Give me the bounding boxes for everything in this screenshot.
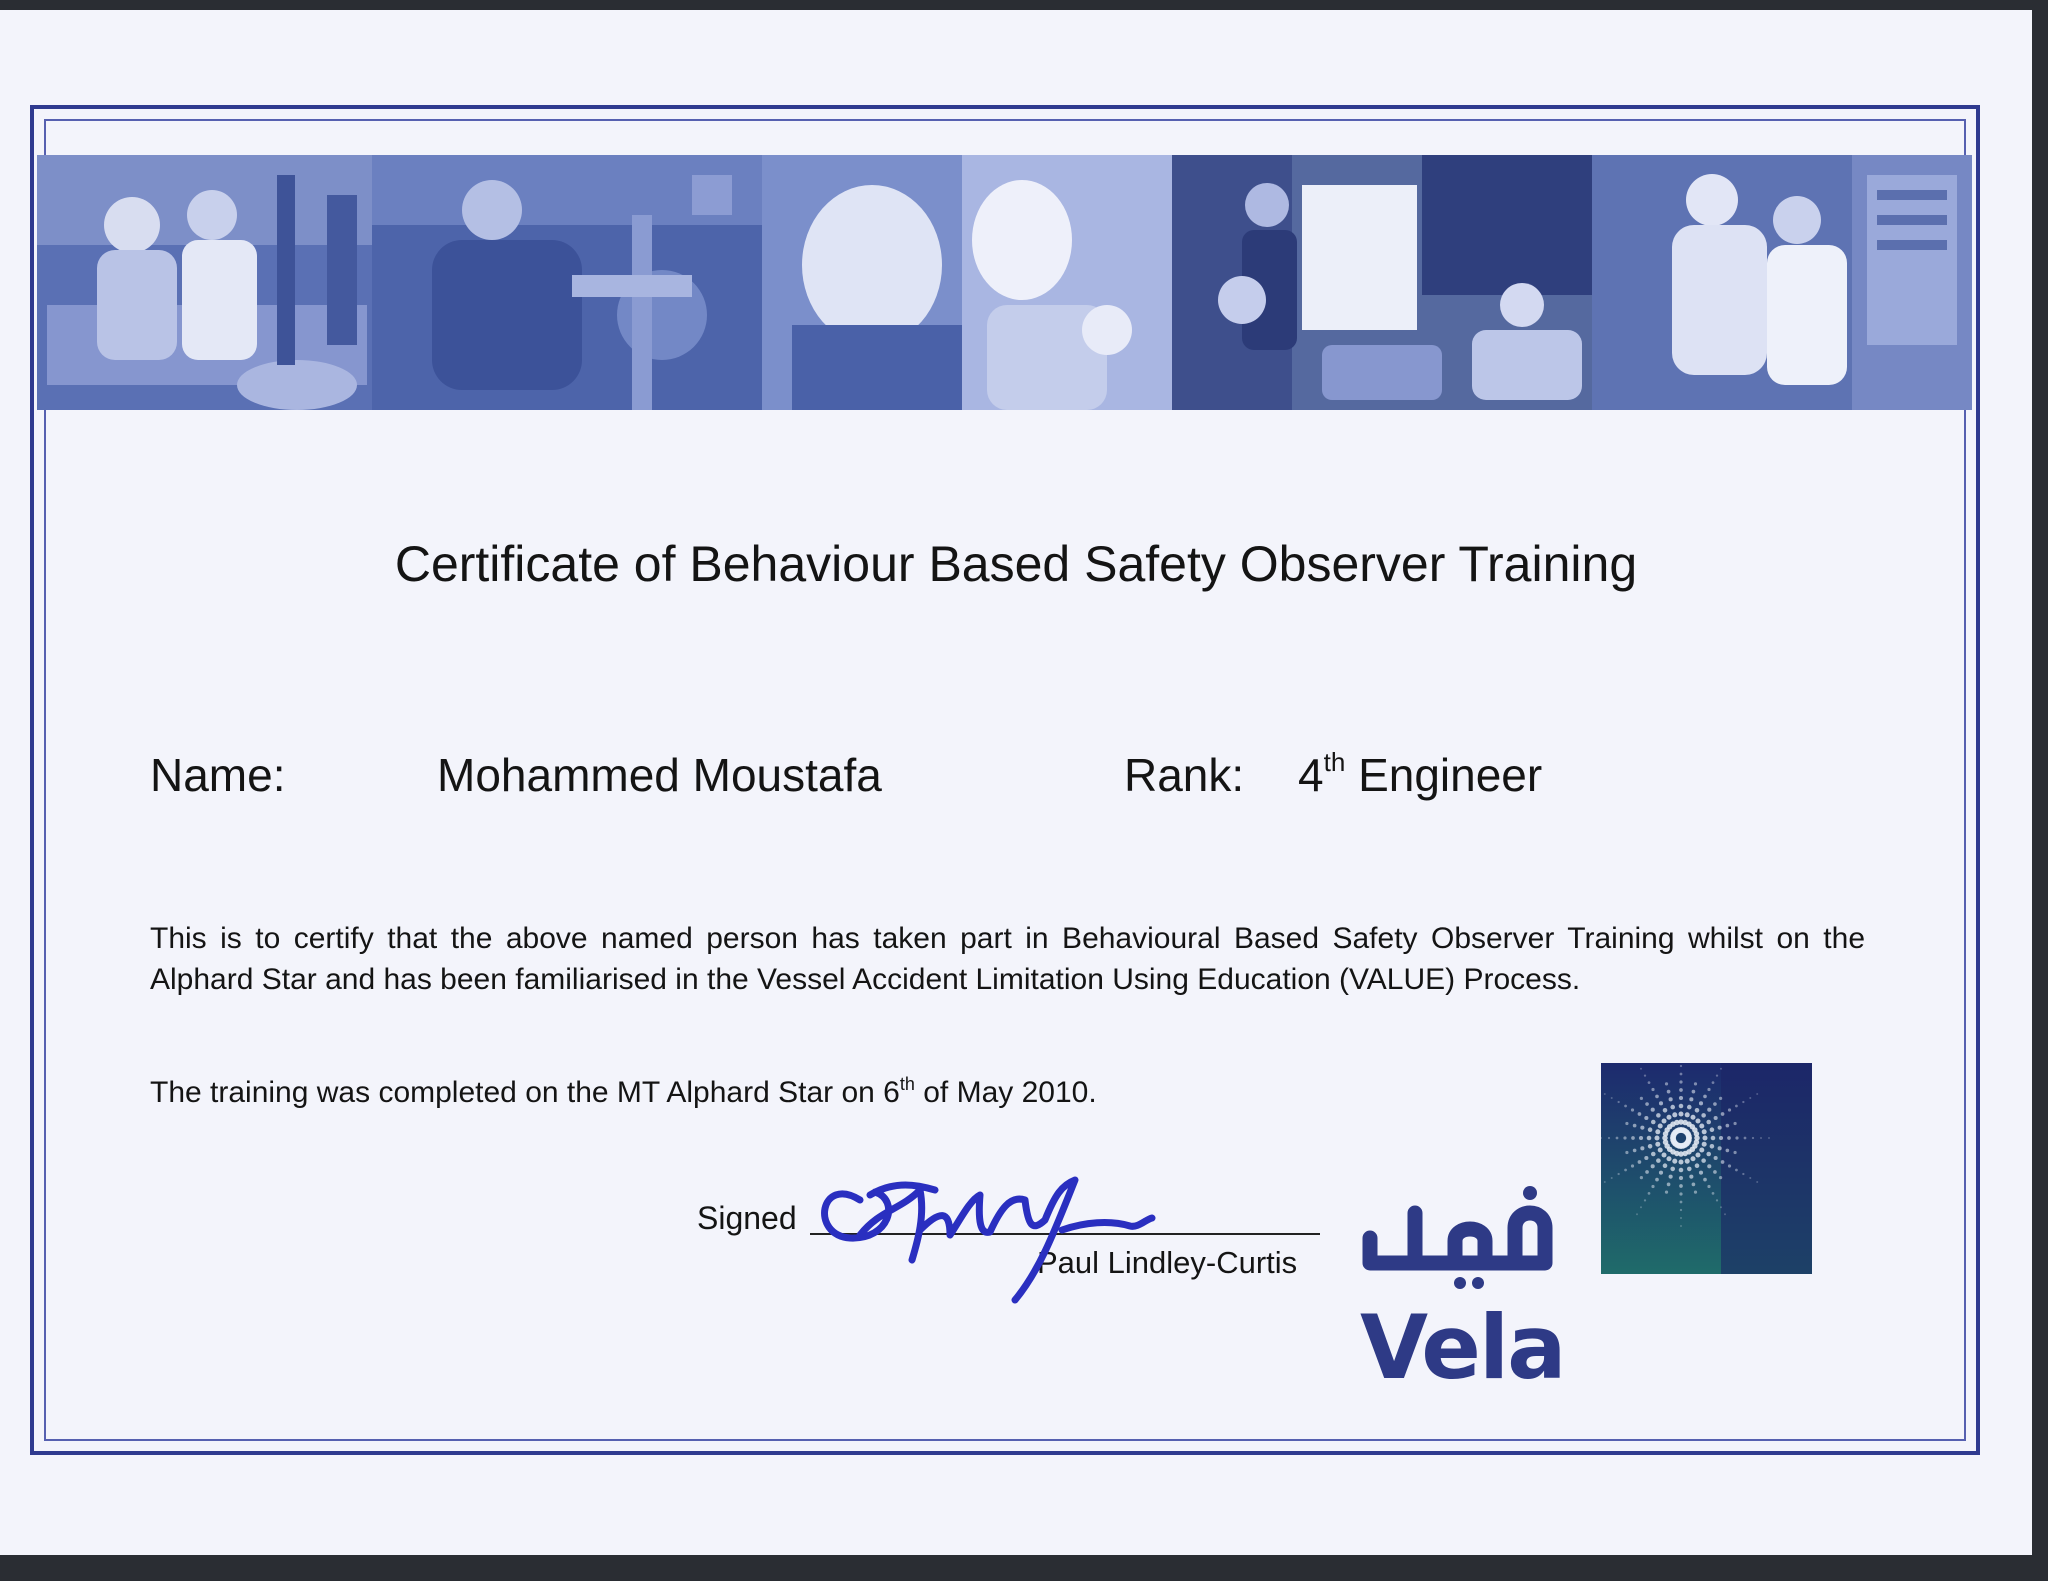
rank-value [1298, 748, 1542, 802]
name-label: Name: [150, 749, 286, 801]
rank-title: Engineer [1358, 749, 1543, 801]
banner-photo-valve [372, 155, 762, 410]
photo-banner [37, 155, 1972, 410]
signatory-name: Paul Lindley-Curtis [1037, 1245, 1298, 1280]
handwritten-signature [800, 1140, 1180, 1310]
completion-prefix: The training was completed on the MT Alphard Star on 6 [150, 1076, 900, 1109]
banner-photo-workshop [37, 155, 372, 410]
recipient-name: Mohammed Moustafa [437, 749, 882, 801]
rank-label: Rank: [1124, 749, 1245, 801]
banner-photo-presentation [1172, 155, 1592, 410]
certification-statement: This is to certify that the above named person has taken part in Behavioural Based Safety Observer Training whilst on the Alphard Star and has been familiarised in the Vessel Accident Limitation Using Education (VALUE) Process. [150, 922, 1865, 996]
signed-label: Signed [697, 1200, 797, 1236]
certificate-title: Certificate of Behaviour Based Safety Observer Training [394, 536, 1638, 592]
vela-arabic-logo [1360, 1183, 1555, 1293]
star-burst-logo-icon [1601, 1063, 1812, 1274]
completion-ordinal: th [899, 1074, 915, 1094]
banner-photo-team [1592, 155, 1972, 410]
completion-suffix: of May 2010. [914, 1076, 1097, 1109]
rank-number: 4 [1298, 749, 1324, 801]
vela-logo-text: Vela [1360, 1296, 1565, 1399]
rank-ordinal: th [1323, 747, 1346, 777]
banner-photo-discussion [762, 155, 1172, 410]
completion-statement [150, 1076, 1097, 1110]
